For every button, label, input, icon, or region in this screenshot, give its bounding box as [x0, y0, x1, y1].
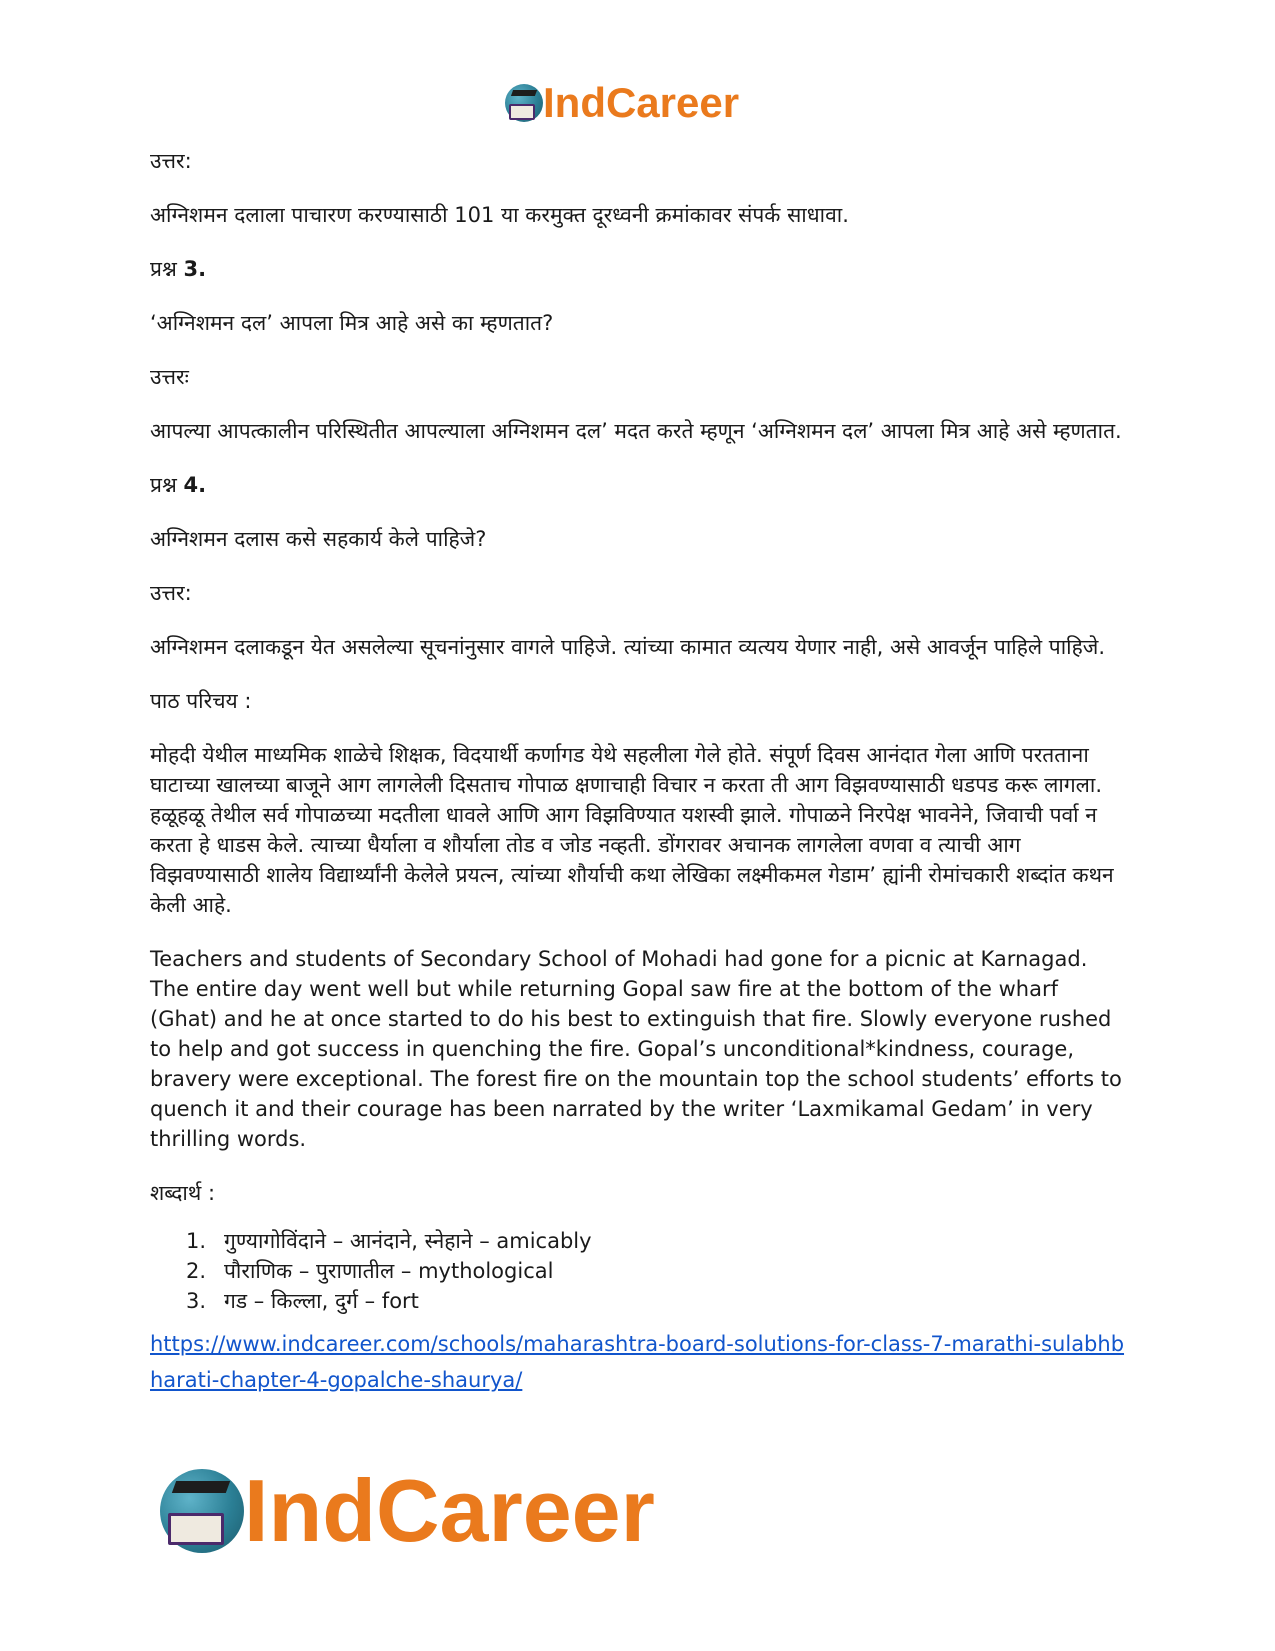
header-brand-name: IndCareer	[543, 79, 740, 126]
question-3-number: 3.	[183, 257, 207, 281]
glossary-label: शब्दार्थ :	[150, 1181, 216, 1205]
header-logo	[505, 79, 740, 126]
question-3-heading	[150, 254, 1130, 284]
lesson-intro-english: Teachers and students of Secondary School of Mohadi had gone for a picnic at Karnagad. The entire day went well but while returning Gopal saw fire at the bottom of the wharf (Ghat) and he at once started to do his best to extinguish that fire. Slowly everyone rushed to help and got success in quenching the fire. Gopal’s unconditional*kindness, courage, bravery were exceptional. The forest fire on the mountain top the school students’ efforts to quench it and their courage has been narrated by the writer ‘Laxmikamal Gedam’ in very thrilling words.	[150, 947, 1122, 1151]
question-4-number: 4.	[183, 473, 207, 497]
question-4-text: अग्निशमन दलास कसे सहकार्य केले पाहिजे?	[150, 527, 487, 551]
question-3-text: ‘अग्निशमन दल’ आपला मित्र आहे असे का म्हणतात?	[150, 311, 554, 335]
answer-2-text: अग्निशमन दलाला पाचारण करण्यासाठी 101 या करमुक्त दूरध्वनी क्रमांकावर संपर्क साधावा.	[150, 203, 849, 227]
question-4-heading	[150, 470, 1130, 500]
answer-4-text: अग्निशमन दलाकडून येत असलेल्या सूचनांनुसार वागले पाहिजे. त्यांच्या कामात व्यत्यय येणार नाही, असे आवर्जून पाहिले पाहिजे.	[150, 635, 1106, 659]
list-item: 2. पौराणिक – पुराणातील – mythological	[186, 1259, 554, 1283]
answer-3-text: आपल्या आपत्कालीन परिस्थितीत आपल्याला अग्निशमन दल’ मदत करते म्हणून ‘अग्निशमन दल’ आपला मित्र आहे असे म्हणतात.	[150, 419, 1122, 443]
answer-3-label: उत्तरः	[150, 365, 189, 389]
answer-2-label: उत्तर:	[150, 149, 192, 173]
question-4-label: प्रश्न	[150, 473, 177, 497]
graduation-globe-icon	[505, 84, 543, 122]
question-3-label: प्रश्न	[150, 257, 177, 281]
lesson-intro-label: पाठ परिचय :	[150, 689, 252, 713]
footer-logo	[160, 1463, 655, 1559]
graduation-globe-icon	[160, 1469, 244, 1553]
list-item: 1. गुण्यागोविंदाने – आनंदाने, स्नेहाने – amicably	[186, 1229, 592, 1253]
answer-4-label: उत्तर:	[150, 581, 192, 605]
lesson-intro-marathi: मोहदी येथील माध्यमिक शाळेचे शिक्षक, विदयार्थी कर्णागड येथे सहलीला गेले होते. संपूर्ण दिवस आनंदात गेला आणि परतताना घाटाच्या खालच्या बाजूने आग लागलेली दिसताच गोपाळ क्षणाचाही विचार न करता ती आग विझवण्यासाठी धडपड करू लागला. हळूहळू तेथील सर्व गोपाळच्या मदतीला धावले आणि आग विझविण्यात यशस्वी झाले. गोपाळने निरपेक्ष भावनेने, जिवाची पर्वा न करता हे धाडस केले. त्याच्या धैर्याला व शौर्याला तोड व जोड नव्हती. डोंगरावर अचानक लागलेला वणवा व त्याची आग विझवण्यासाठी शालेय विद्यार्थ्यांनी केलेले प्रयत्न, त्यांच्या शौर्याची कथा लेखिका लक्ष्मीकमल गेडाम’ ह्यांनी रोमांचकारी शब्दांत कथन केली आहे.	[150, 743, 1114, 917]
document-body	[150, 146, 1130, 1398]
footer-brand-name: IndCareer	[244, 1461, 655, 1560]
list-item: 3. गड – किल्ला, दुर्ग – fort	[186, 1289, 419, 1313]
source-link[interactable]: https://www.indcareer.com/schools/maharashtra-board-solutions-for-class-7-marathi-sulabhbharati-chapter-4-gopalche-shaurya/	[150, 1332, 1125, 1392]
glossary-list	[150, 1226, 1130, 1316]
